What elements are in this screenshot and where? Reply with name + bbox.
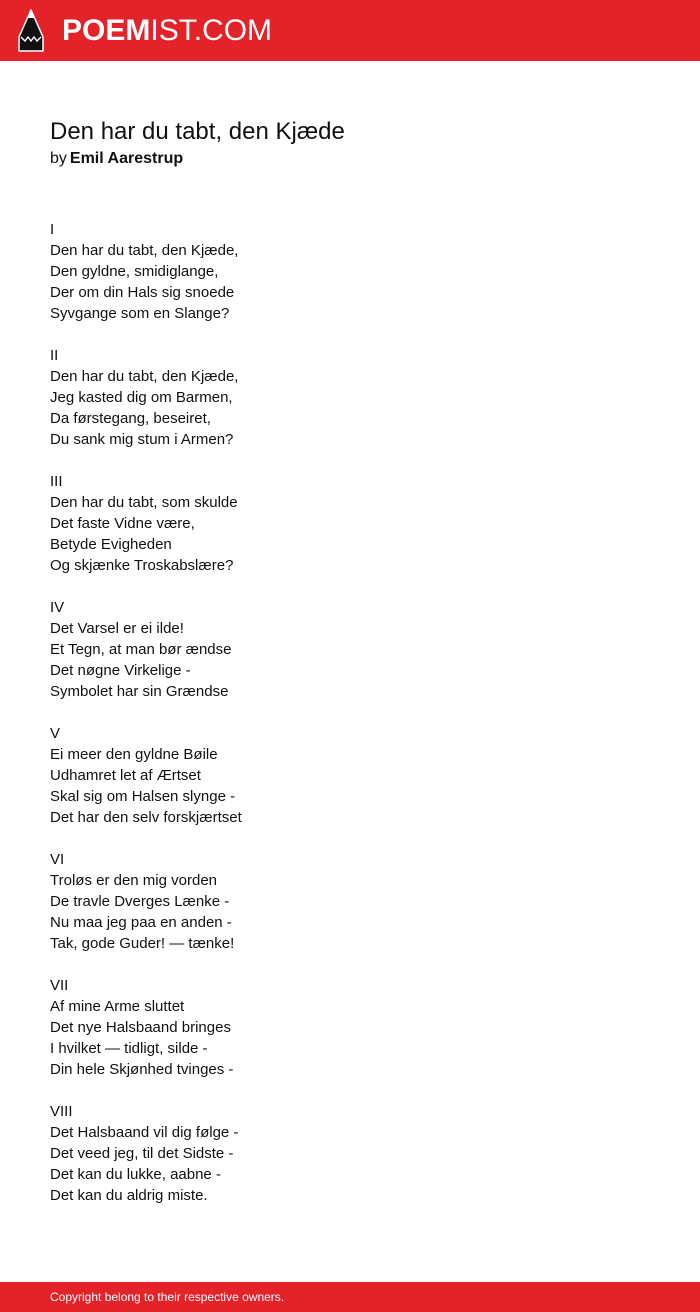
poem-line: Den har du tabt, den Kjæde, — [50, 242, 239, 259]
stanza — [50, 597, 650, 702]
logo-bold-text: POEM — [62, 14, 151, 47]
poem-line: Symbolet har sin Grændse — [50, 683, 229, 700]
poem-line: Du sank mig stum i Armen? — [50, 431, 234, 448]
copyright-text: Copyright belong to their respective owners. — [50, 1290, 285, 1304]
poem-line: Det faste Vidne være, — [50, 515, 195, 532]
stanza-numeral: V — [50, 725, 61, 742]
stanza — [50, 471, 650, 576]
by-label: by — [50, 150, 67, 167]
poem-line: Det har den selv forskjærtset — [50, 809, 242, 826]
stanza-numeral: IV — [50, 599, 65, 616]
author-name: Emil Aarestrup — [69, 150, 184, 167]
poem-line: Af mine Arme sluttet — [50, 998, 185, 1015]
stanza-numeral: II — [50, 347, 59, 364]
poem-line: Udhamret let af Ærtset — [50, 767, 201, 784]
poem-line: Tak, gode Guder! — tænke! — [50, 935, 235, 952]
stanza — [50, 345, 650, 450]
poem-line: Det nye Halsbaand bringes — [50, 1019, 231, 1036]
poem-line: Da førstegang, beseiret, — [50, 410, 211, 427]
stanza — [50, 723, 650, 828]
poem-line: Ei meer den gyldne Bøile — [50, 746, 218, 763]
poem-line: Det kan du lukke, aabne - — [50, 1166, 221, 1183]
stanza-numeral: VI — [50, 851, 65, 868]
poem-line: Den har du tabt, den Kjæde, — [50, 368, 239, 385]
stanza-numeral: VIII — [50, 1103, 73, 1120]
poem-line: Betyde Evigheden — [50, 536, 172, 553]
stanza — [50, 1101, 650, 1206]
stanza — [50, 975, 650, 1080]
poem-line: Syvgange som en Slange? — [50, 305, 230, 322]
poem-line: Det kan du aldrig miste. — [50, 1187, 208, 1204]
poem-line: Din hele Skjønhed tvinges - — [50, 1061, 234, 1078]
poem-line: Den har du tabt, som skulde — [50, 494, 238, 511]
site-footer — [0, 1282, 700, 1312]
poem-byline — [50, 149, 183, 169]
poem-line: I hvilket — tidligt, silde - — [50, 1040, 208, 1057]
poem-title: Den har du tabt, den Kjæde — [50, 118, 345, 145]
poem-line: Et Tegn, at man bør ændse — [50, 641, 232, 658]
poem-body — [50, 219, 650, 1227]
poem-line: Det Halsbaand vil dig følge - — [50, 1124, 239, 1141]
poem-line: De travle Dverges Lænke - — [50, 893, 230, 910]
stanza-numeral: III — [50, 473, 63, 490]
poem-line: Jeg kasted dig om Barmen, — [50, 389, 233, 406]
site-logo[interactable] — [62, 13, 272, 49]
stanza — [50, 849, 650, 954]
site-header — [0, 0, 700, 61]
poem-line: Det veed jeg, til det Sidste - — [50, 1145, 234, 1162]
poem-line: Og skjænke Troskabslære? — [50, 557, 234, 574]
pencil-tip-icon[interactable] — [17, 9, 45, 52]
poem-line: Det nøgne Virkelige - — [50, 662, 191, 679]
poem-line: Den gyldne, smidiglange, — [50, 263, 219, 280]
stanza-numeral: I — [50, 221, 55, 238]
poem-line: Troløs er den mig vorden — [50, 872, 218, 889]
stanza-numeral: VII — [50, 977, 69, 994]
poem-line: Skal sig om Halsen slynge - — [50, 788, 236, 805]
logo-light-text: IST.COM — [150, 14, 273, 47]
poem-line: Det Varsel er ei ilde! — [50, 620, 184, 637]
poem-line: Der om din Hals sig snoede — [50, 284, 235, 301]
stanza — [50, 219, 650, 324]
poem-line: Nu maa jeg paa en anden - — [50, 914, 232, 931]
